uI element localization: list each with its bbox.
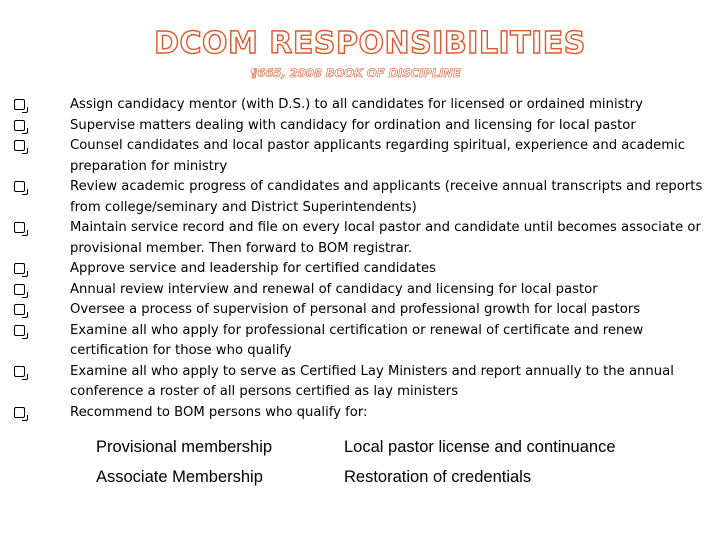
qualify-associate: Associate Membership bbox=[96, 468, 263, 486]
checkbox-bullet-icon bbox=[14, 120, 25, 131]
list-item bbox=[14, 300, 704, 321]
list-item-text: Oversee a process of supervision of personal and professional growth for local pastors bbox=[70, 302, 641, 317]
list-item-text: Counsel candidates and local pastor applicants regarding spiritual, experience and academic preparation for ministry bbox=[70, 138, 685, 174]
qualify-local-pastor: Local pastor license and continuance bbox=[344, 438, 616, 456]
checkbox-bullet-icon bbox=[14, 181, 25, 192]
checkbox-bullet-icon bbox=[14, 304, 25, 315]
list-item bbox=[14, 321, 704, 362]
list-item-text: Assign candidacy mentor (with D.S.) to all candidates for licensed or ordained ministry bbox=[70, 97, 643, 112]
list-item-text: Examine all who apply for professional certification or renewal of certificate and renew certification for those who qualify bbox=[70, 322, 644, 358]
checkbox-bullet-icon bbox=[14, 284, 25, 295]
page-title: DCOM RESPONSIBILITIES bbox=[154, 26, 586, 61]
list-item-text: Annual review interview and renewal of candidacy and licensing for local pastor bbox=[70, 281, 598, 297]
qualify-provisional: Provisional membership bbox=[96, 438, 273, 456]
checkbox-bullet-icon bbox=[14, 99, 25, 110]
list-item bbox=[14, 116, 704, 137]
list-item bbox=[14, 95, 704, 116]
list-item-text: Approve service and leadership for certified candidates bbox=[70, 261, 436, 276]
list-item-text: Maintain service record and file on every local pastor and candidate until becomes associate or provisional member. Then forward to BOM registrar. bbox=[70, 220, 701, 256]
checkbox-bullet-icon bbox=[14, 222, 25, 233]
list-item bbox=[14, 218, 704, 259]
checkbox-bullet-icon bbox=[14, 263, 25, 274]
list-item bbox=[14, 280, 704, 301]
list-item bbox=[14, 259, 704, 280]
list-item bbox=[14, 362, 704, 403]
list-item bbox=[14, 403, 704, 424]
list-item bbox=[14, 177, 704, 218]
page-subtitle: ¶665, 2008 BOOK OF DISCIPLINE bbox=[250, 66, 461, 80]
checkbox-bullet-icon bbox=[14, 140, 25, 151]
list-item-text: Examine all who apply to serve as Certified Lay Ministers and report annually to the annual conference a roster of all persons certified as lay ministers bbox=[70, 363, 674, 399]
list-item-text: Recommend to BOM persons who qualify for: bbox=[70, 404, 368, 420]
checkbox-bullet-icon bbox=[14, 325, 25, 336]
responsibilities-list bbox=[14, 95, 704, 423]
checkbox-bullet-icon bbox=[14, 366, 25, 377]
qualify-restoration: Restoration of credentials bbox=[344, 468, 532, 486]
list-item bbox=[14, 136, 704, 177]
list-item-text: Review academic progress of candidates and applicants (receive annual transcripts and reports from college/seminary and District Superintendents) bbox=[70, 179, 703, 215]
list-item-text: Supervise matters dealing with candidacy for ordination and licensing for local pastor bbox=[70, 117, 636, 133]
checkbox-bullet-icon bbox=[14, 407, 25, 418]
